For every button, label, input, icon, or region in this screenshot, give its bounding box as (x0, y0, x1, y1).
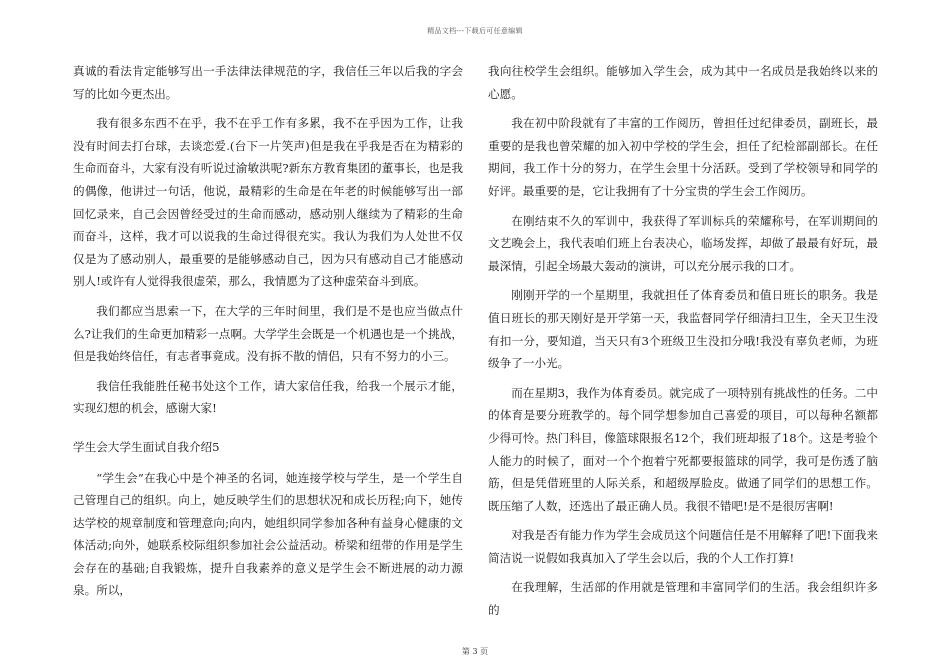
paragraph: 在刚结束不久的军训中，我获得了军训标兵的荣耀称号，在军训期间的文艺晚会上，我代表咱们班上台表决心，临场发挥，却做了最最有好玩，最最深情，引起全场最大轰动的演讲，可以充分展示我的口才。 (488, 213, 878, 273)
paragraph: 我向往校学生会组织。能够加入学生会，成为其中一名成员是我始终以来的心愿。 (488, 64, 878, 101)
paragraph: 而在星期3，我作为体育委员。就完成了一项特别有挑战性的任务。二中的体育是要分班教学的。每个同学想参加自己喜爱的项目，可以每种名额都少得可怜。热门科目，像篮球限报名12个，我们班却报了18个。这是考验个人能力的时候了，面对一个个抱着宁死都要报篮球的同学，我可是伤透了脑筋，但是凭借班里的人际关系，和超级厚脸皮。做通了同学们的思想工作。既压缩了人数，还选出了最正确人员。我很不错吧!是不是很厉害啊! (488, 385, 878, 513)
section-title: 学生会大学生面试自我介绍5 (73, 439, 220, 454)
paragraph: 我们都应当思索一下，在大学的三年时间里，我们是不是也应当做点什么?让我们的生命更加精彩一点啊。大学学生会既是一个机遇也是一个挑战，但是我始终信任，有志者事竟成。没有拆不散的情侣，只有不努力的小三。 (73, 303, 463, 364)
right-column (488, 60, 878, 629)
paragraph: 我在初中阶段就有了丰富的工作阅历，曾担任过纪律委员，副班长，最重要的是我也曾荣耀的加入初中学校的学生会，担任了纪检部副部长。在任期间，我工作十分的努力，在学生会里十分活跃。受到了学校领导和同学的好评。最重要的是，它让我拥有了十分宝贵的学生会工作阅历。 (488, 116, 878, 198)
page-header: 精品文档---下载后可任意编辑 (427, 27, 523, 35)
paragraph: 刚刚开学的一个星期里，我就担任了体育委员和值日班长的职务。我是值日班长的那天刚好是开学第一天，我监督同学仔细清扫卫生，全天卫生没有扣一分，要知道，当天只有3个班级卫生没扣分哦!我没有辜负老师，为班级争了一小光。 (488, 288, 878, 371)
paragraph: 真诚的看法肯定能够写出一手法律法律规范的字，我信任三年以后我的字会写的比如今更杰出。 (73, 64, 463, 101)
paragraph: “学生会”在我心中是个神圣的名词，她连接学校与学生，是一个学生自己管理自己的组织。向上，她反映学生们的思想状况和成长历程;向下，她传达学校的规章制度和管理意向;向内，她组织同学参加各种有益身心健康的文体活动;向外，她联系校际组织参加社会公益活动。桥梁和纽带的作用是学生会存在的基础;自我锻炼，提升自我素养的意义是学生会不断进展的动力源泉。所以， (73, 470, 463, 598)
paragraph: 对我是否有能力作为学生会成员这个问题信任是不用解释了吧!下面我来简洁说一说假如我真加入了学生会以后，我的个人工作打算! (488, 528, 878, 565)
paragraph: 我有很多东西不在乎，我不在乎工作有多累，我不在乎因为工作，让我没有时间去打台球，去谈恋爱.(台下一片笑声)但是我在乎我是否在为精彩的生命而奋斗，大家有没有听说过渝敏洪呢?新东方教育集团的董事长，也是我的偶像，他讲过一句话，他说，最精彩的生命是在年老的时候能够写出一部回忆录来，自己会因曾经受过的生命而感动，感动别人继续为了精彩的生命而奋斗，这样，我才可以说我的生命过得很充实。我认为我们为人处世不仅仅是为了感动别人，最重要的是能够感动自己，因为只有感动自己才能感动别人!或许有人觉得我很虚荣，那么，我情愿为了这种虚荣奋斗到底。 (73, 116, 463, 289)
left-column (73, 60, 463, 609)
paragraph: 在我理解，生活部的作用就是管理和丰富同学们的生活。我会组织许多的 (488, 580, 878, 618)
paragraph: 我信任我能胜任秘书处这个工作，请大家信任我，给我一个展示才能，实现幻想的机会，感谢大家! (73, 378, 463, 416)
page-number: 第 3 页 (461, 647, 489, 656)
